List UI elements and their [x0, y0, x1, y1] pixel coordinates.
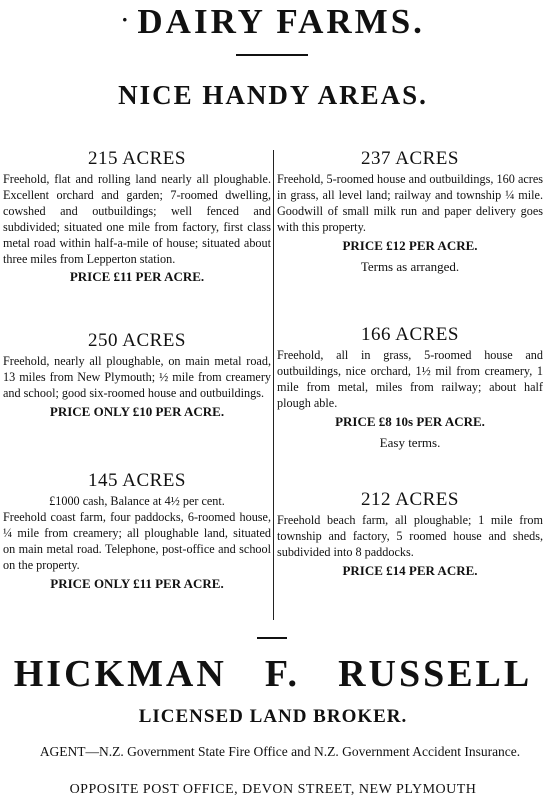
broker-first-name: HICKMAN [13, 653, 227, 695]
listing-heading: 166 ACRES [361, 324, 459, 345]
broker-last-name: RUSSELL [338, 653, 533, 695]
agent-line: AGENT—N.Z. Government State Fire Office and N.Z. Government Accident Insurance. [39, 744, 521, 759]
listing-heading: 212 ACRES [361, 489, 459, 510]
listing-price: PRICE £12 PER ACRE. [342, 237, 478, 253]
listing-215-acres [3, 146, 271, 286]
page-title [0, 2, 546, 42]
listing-price: PRICE £11 PER ACRE. [69, 269, 205, 285]
listing-heading: 237 ACRES [361, 148, 459, 169]
listing-terms: £1000 cash, Balance at 4½ per cent. [49, 494, 225, 508]
listing-description: Freehold, flat and rolling land nearly all ploughable. Excellent orchard and garden; 7-roomed dwelling, cowshed and outbuildings; well fenced and subdivided; situated one mile from factory, first class metal road within half-a-mile of house; situated about three miles from Lepperton station. [3, 172, 271, 266]
divider-rule [236, 54, 308, 56]
listing-heading: 145 ACRES [88, 470, 186, 491]
listing-price: PRICE ONLY £11 PER ACRE. [50, 575, 224, 591]
listing-price: PRICE £8 10s PER ACRE. [335, 413, 485, 429]
divider-rule [257, 637, 287, 639]
listing-heading: 250 ACRES [88, 330, 186, 351]
listing-description: Freehold, 5-roomed house and outbuildings, 160 acres in grass, all level land; railway and township ¼ mile. Goodwill of small milk run and paper delivery goes with this property. [277, 172, 543, 234]
listing-heading: 215 ACRES [88, 148, 186, 169]
broker-name [0, 652, 546, 696]
subtitle: NICE HANDY AREAS. [118, 80, 428, 110]
listing-price: PRICE ONLY £10 PER ACRE. [49, 403, 225, 419]
broker-title: LICENSED LAND BROKER. [138, 706, 408, 727]
listing-166-acres [277, 322, 543, 452]
listing-212-acres [277, 487, 543, 580]
listing-price: PRICE £14 PER ACRE. [342, 562, 478, 578]
listing-note: Terms as arranged. [360, 258, 460, 274]
column-divider [273, 150, 274, 620]
listing-237-acres [277, 146, 543, 276]
listing-description: Freehold, nearly all ploughable, on main metal road, 13 miles from New Plymouth; ½ mile from creamery and school; good six-roomed house and outbuildings. [3, 354, 271, 400]
address-line: OPPOSITE POST OFFICE, DEVON STREET, NEW PLYMOUTH [69, 782, 477, 797]
listing-description: Freehold beach farm, all ploughable; 1 mile from township and factory, 5 roomed house and sheds, subdivided into 8 paddocks. [277, 513, 543, 559]
listing-description: Freehold, all in grass, 5-roomed house and outbuildings, nice orchard, 1½ mil from creamery, 1 mile from metal, miles from railway; about half plough able. [277, 348, 543, 410]
title-text: DAIRY FARMS. [137, 2, 425, 41]
title-dot: · [121, 7, 132, 32]
listing-145-acres [3, 468, 271, 593]
listing-description: Freehold coast farm, four paddocks, 6-roomed house, ¼ mile from creamery; all ploughable land, situated on main metal road. Telephone, post-office and school on the property. [3, 509, 271, 572]
listing-250-acres [3, 328, 271, 421]
broker-initial: F. [264, 653, 301, 695]
listing-note: Easy terms. [379, 434, 441, 450]
